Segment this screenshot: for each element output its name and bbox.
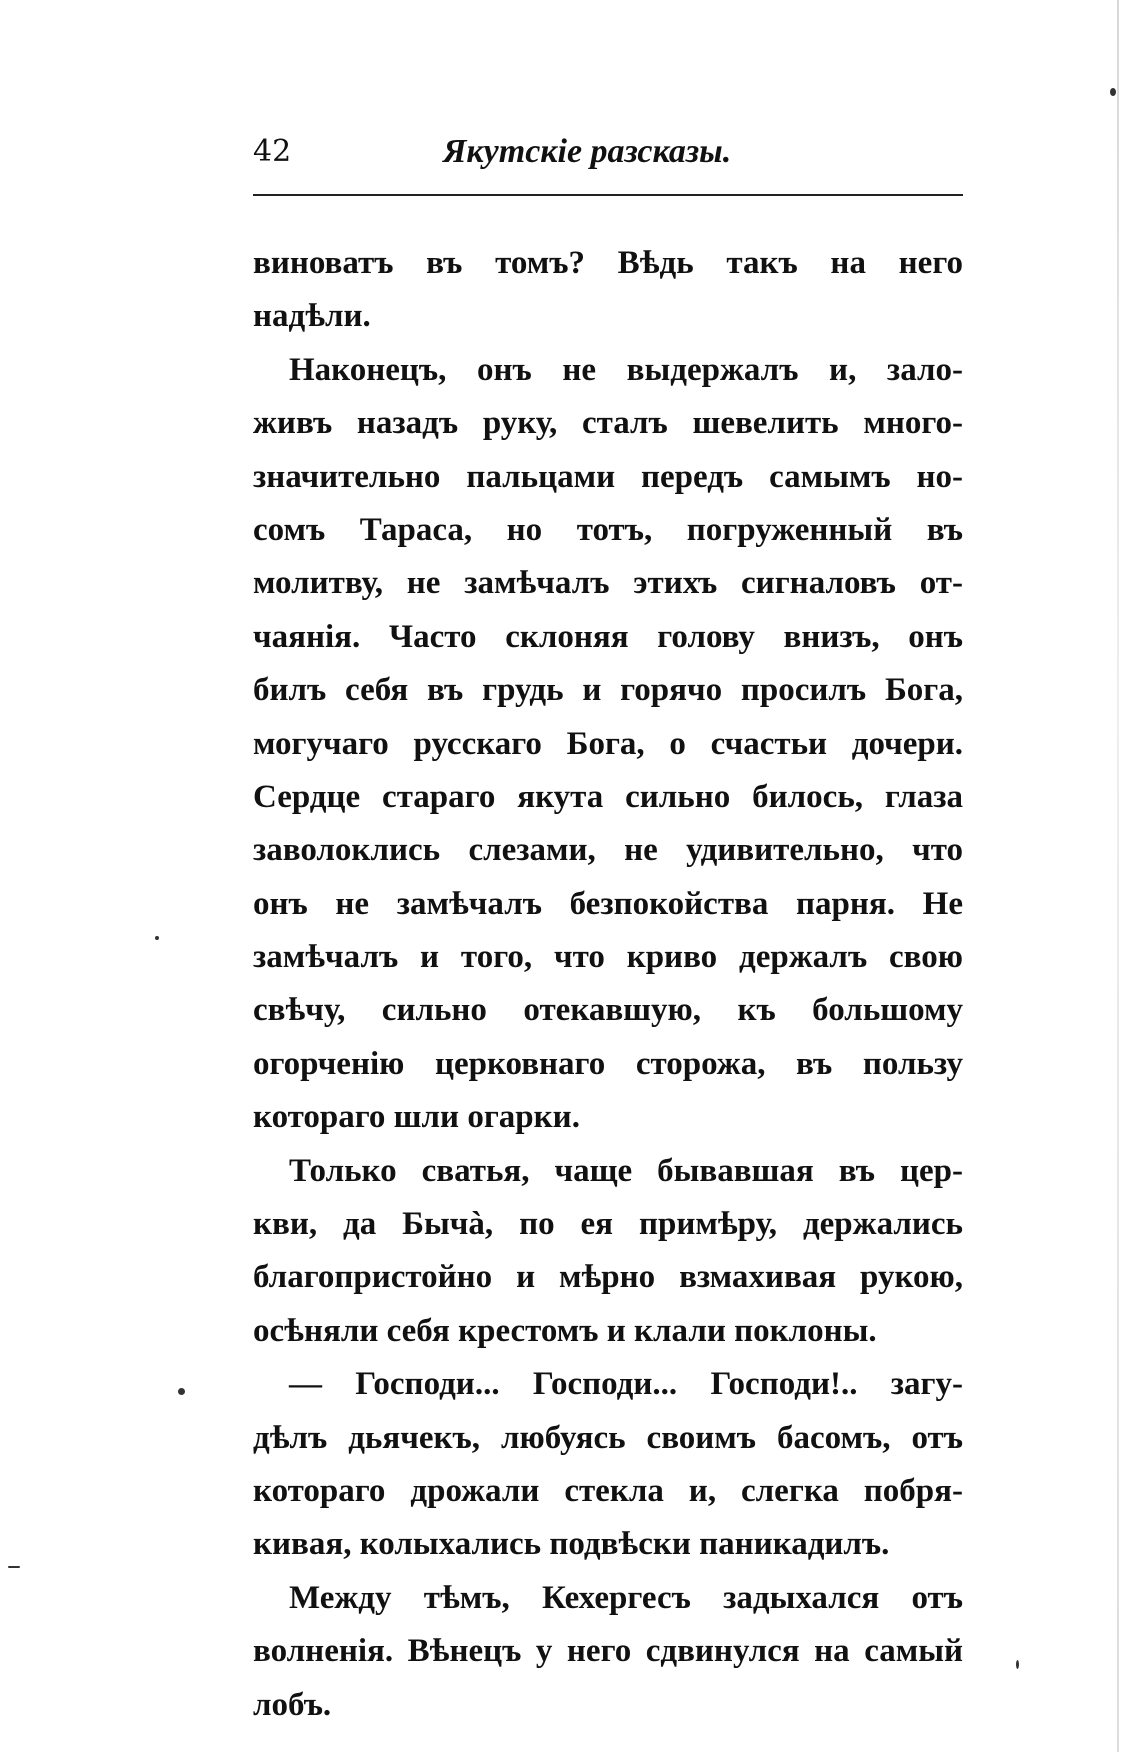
text-line: билъ себя въ грудь и горячо просилъ Бога, xyxy=(253,672,963,709)
text-line: чаянія. Часто склоняя голову внизъ, онъ xyxy=(253,618,963,655)
scan-speck xyxy=(1110,88,1116,96)
paragraph-3 xyxy=(253,1145,963,1359)
text-line: свѣчу, сильно отекавшую, къ большому xyxy=(253,992,963,1029)
scan-speck xyxy=(8,1566,20,1568)
page-edge-shadow xyxy=(1117,0,1119,1752)
text-line: Между тѣмъ, Кехергесъ задыхался отъ xyxy=(289,1579,963,1616)
running-title: Якутскіе разсказы. xyxy=(443,133,732,170)
text-line: котораго шли огарки. xyxy=(253,1099,580,1136)
text-line: значительно пальцами передъ самымъ но- xyxy=(253,458,963,495)
text-line: замѣчалъ и того, что криво держалъ свою xyxy=(253,939,963,976)
text-line: осѣняли себя крестомъ и клали поклоны. xyxy=(253,1312,877,1349)
text-line: молитву, не замѣчалъ этихъ сигналовъ от- xyxy=(253,565,963,602)
text-line: — Господи... Господи... Господи!.. загу- xyxy=(289,1366,963,1403)
body-text xyxy=(253,237,963,1732)
text-line: кви, да Бычà, по ея примѣру, держались xyxy=(253,1206,963,1243)
paragraph-1 xyxy=(253,237,963,344)
text-line: волненія. Вѣнецъ у него сдвинулся на самый xyxy=(253,1633,963,1670)
page-number: 42 xyxy=(253,134,292,169)
paragraph-4 xyxy=(253,1358,963,1572)
text-line: лобъ. xyxy=(253,1686,332,1723)
text-line: Наконецъ, онъ не выдержалъ и, зало- xyxy=(289,351,963,388)
scan-speck xyxy=(1016,1660,1019,1669)
text-line: живъ назадъ руку, сталъ шевелить много- xyxy=(253,405,963,442)
paragraph-2 xyxy=(253,344,963,1145)
text-line: надѣли. xyxy=(253,298,371,335)
text-line: заволоклись слезами, не удивительно, что xyxy=(253,832,963,869)
text-line: сомъ Тараса, но тотъ, погруженный въ xyxy=(253,511,963,548)
paragraph-5 xyxy=(253,1572,963,1732)
page-header xyxy=(253,130,963,190)
text-line: Только сватья, чаще бывавшая въ цер- xyxy=(289,1152,963,1189)
text-line: виноватъ въ томъ? Вѣдь такъ на него xyxy=(253,245,963,281)
text-line: дѣлъ дьячекъ, любуясь своимъ басомъ, отъ xyxy=(253,1419,963,1456)
text-line: котораго дрожали стекла и, слегка побря- xyxy=(253,1472,963,1509)
text-line: благопристойно и мѣрно взмахивая рукою, xyxy=(253,1259,963,1296)
text-line: Сердце стараго якута сильно билось, глаза xyxy=(253,778,963,815)
text-line: огорченію церковнаго сторожа, въ пользу xyxy=(253,1045,963,1082)
scan-speck xyxy=(178,1388,185,1395)
scan-speck xyxy=(155,936,159,940)
text-line: кивая, колыхались подвѣски паникадилъ. xyxy=(253,1526,890,1563)
text-line: онъ не замѣчалъ безпокойства парня. Не xyxy=(253,885,963,922)
header-rule xyxy=(253,194,963,196)
text-line: могучаго русскаго Бога, о счастьи дочери. xyxy=(253,725,963,762)
